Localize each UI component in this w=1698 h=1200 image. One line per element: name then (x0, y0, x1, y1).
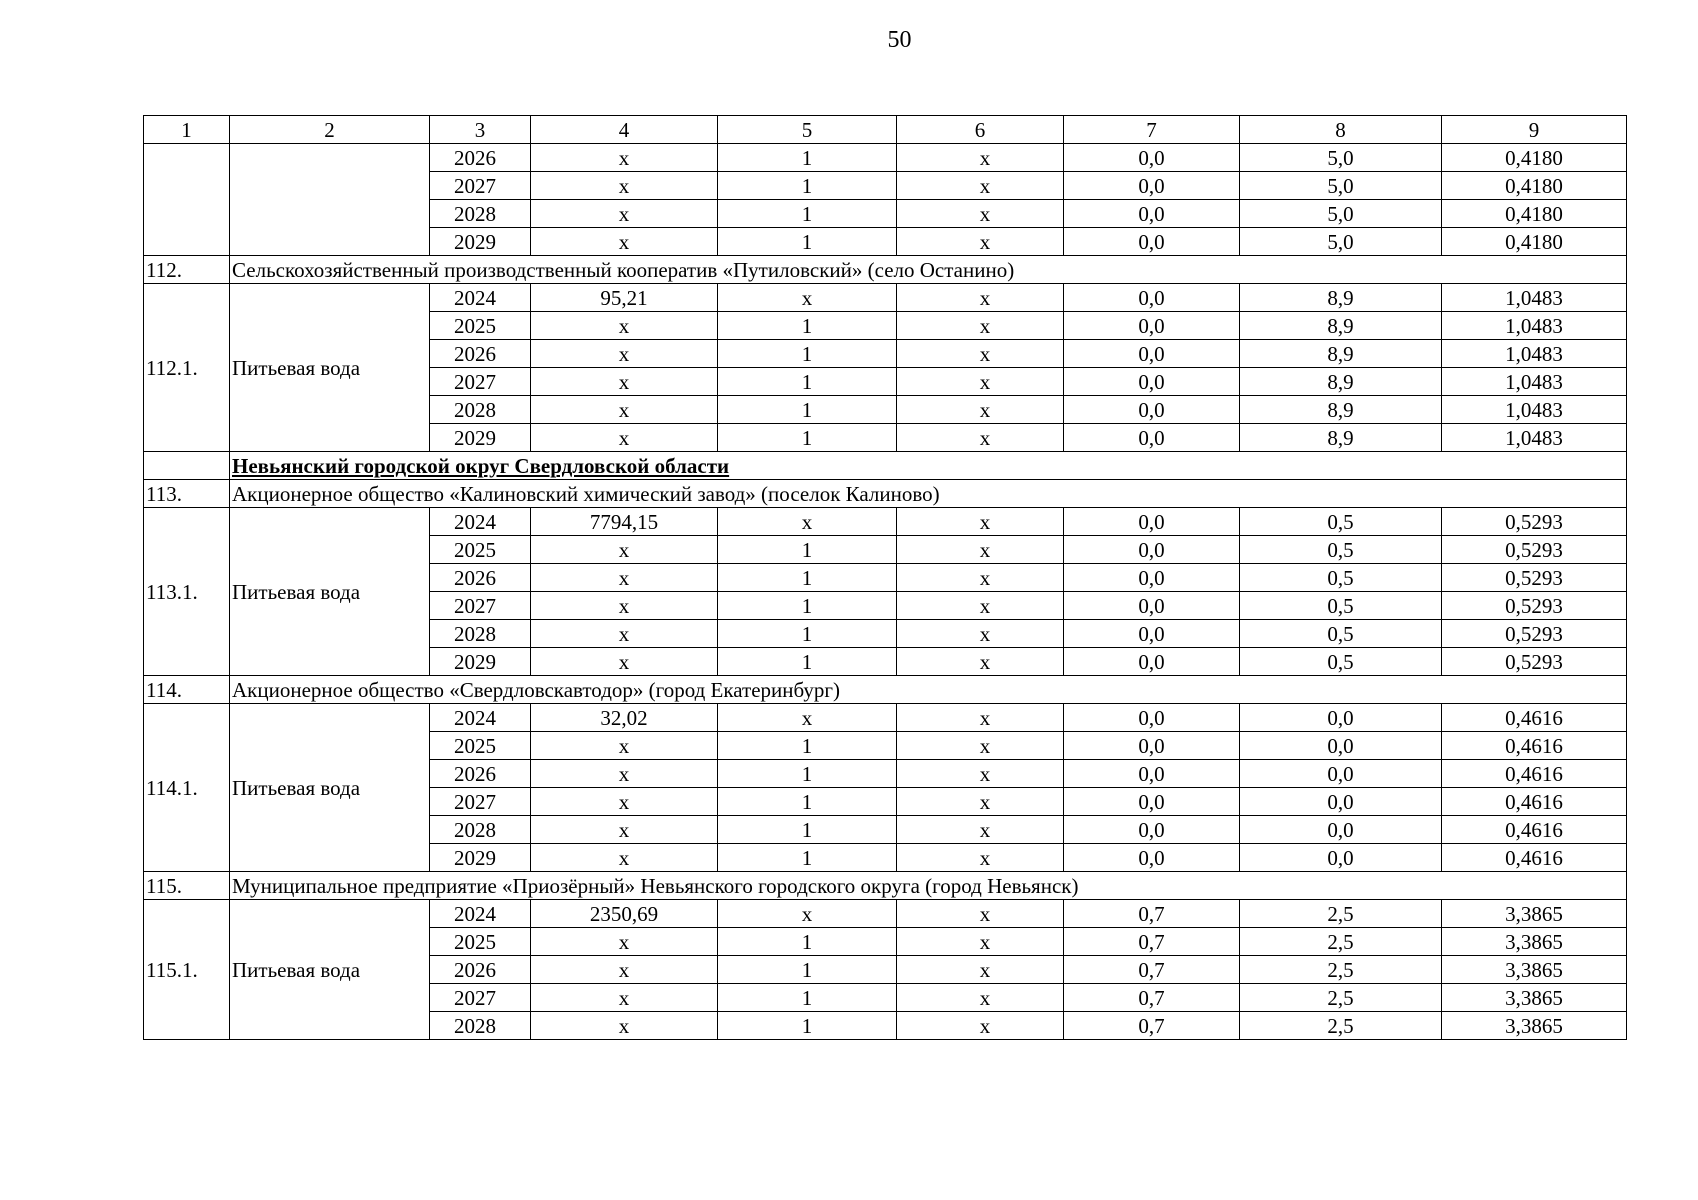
value-cell: 0,4180 (1442, 200, 1627, 228)
value-cell: х (531, 816, 718, 844)
value-cell: 1 (718, 984, 897, 1012)
value-cell: 1,0483 (1442, 396, 1627, 424)
value-cell: 0,5293 (1442, 508, 1627, 536)
value-cell: 2,5 (1240, 956, 1442, 984)
item-number: 112.1. (144, 284, 230, 452)
value-cell: х (897, 648, 1064, 676)
value-cell: 2350,69 (531, 900, 718, 928)
value-cell: 0,4616 (1442, 844, 1627, 872)
value-cell: 3,3865 (1442, 928, 1627, 956)
row-number: 112. (144, 256, 230, 284)
value-cell: 2,5 (1240, 928, 1442, 956)
organization-name: Муниципальное предприятие «Приозёрный» Невьянского городского округа (город Невьянск) (230, 872, 1627, 900)
header-cell: 1 (144, 116, 230, 144)
value-cell: 8,9 (1240, 340, 1442, 368)
value-cell: х (531, 1012, 718, 1040)
value-cell: х (718, 704, 897, 732)
value-cell: 1,0483 (1442, 340, 1627, 368)
value-cell: 32,02 (531, 704, 718, 732)
value-cell: 0,0 (1064, 592, 1240, 620)
row-number: 115. (144, 872, 230, 900)
item-number: 113.1. (144, 508, 230, 676)
value-cell: 0,0 (1240, 760, 1442, 788)
year-cell: 2024 (430, 284, 531, 312)
item-number: 115.1. (144, 900, 230, 1040)
value-cell: 5,0 (1240, 228, 1442, 256)
year-cell: 2027 (430, 368, 531, 396)
item-name: Питьевая вода (230, 900, 430, 1040)
year-cell: 2028 (430, 620, 531, 648)
value-cell: 0,0 (1064, 620, 1240, 648)
value-cell: х (531, 144, 718, 172)
value-cell: 0,4180 (1442, 172, 1627, 200)
value-cell: х (897, 620, 1064, 648)
value-cell: 8,9 (1240, 312, 1442, 340)
value-cell: х (531, 340, 718, 368)
value-cell: 0,0 (1240, 788, 1442, 816)
item-number: 114.1. (144, 704, 230, 872)
value-cell: х (531, 844, 718, 872)
value-cell: 0,0 (1064, 788, 1240, 816)
data-row (144, 704, 1627, 732)
year-cell: 2025 (430, 312, 531, 340)
header-row (144, 116, 1627, 144)
value-cell: х (897, 172, 1064, 200)
value-cell: 7794,15 (531, 508, 718, 536)
value-cell: 0,5 (1240, 620, 1442, 648)
value-cell: 0,7 (1064, 956, 1240, 984)
region-row (144, 452, 1627, 480)
value-cell: 0,0 (1064, 704, 1240, 732)
item-name: Питьевая вода (230, 508, 430, 676)
value-cell: 5,0 (1240, 172, 1442, 200)
value-cell: х (531, 172, 718, 200)
header-cell: 3 (430, 116, 531, 144)
value-cell: 0,5293 (1442, 648, 1627, 676)
row-number: 113. (144, 480, 230, 508)
value-cell: 0,4616 (1442, 760, 1627, 788)
value-cell: 0,5293 (1442, 564, 1627, 592)
value-cell: х (897, 760, 1064, 788)
value-cell: х (531, 200, 718, 228)
organization-name: Сельскохозяйственный производственный кооператив «Путиловский» (село Останино) (230, 256, 1627, 284)
organization-name: Акционерное общество «Калиновский химический завод» (поселок Калиново) (230, 480, 1627, 508)
value-cell: 1 (718, 760, 897, 788)
value-cell: 3,3865 (1442, 956, 1627, 984)
value-cell: х (897, 844, 1064, 872)
value-cell: х (718, 900, 897, 928)
region-title: Невьянский городской округ Свердловской области (232, 453, 730, 478)
value-cell: 1,0483 (1442, 368, 1627, 396)
value-cell: х (531, 424, 718, 452)
value-cell: х (531, 396, 718, 424)
header-cell: 6 (897, 116, 1064, 144)
year-cell: 2029 (430, 648, 531, 676)
value-cell: 0,7 (1064, 900, 1240, 928)
value-cell: х (531, 620, 718, 648)
year-cell: 2026 (430, 340, 531, 368)
value-cell: 3,3865 (1442, 1012, 1627, 1040)
value-cell: 0,4180 (1442, 228, 1627, 256)
value-cell: х (897, 900, 1064, 928)
value-cell: х (897, 200, 1064, 228)
value-cell: 0,0 (1064, 844, 1240, 872)
value-cell: 1 (718, 732, 897, 760)
value-cell: х (531, 928, 718, 956)
value-cell: 8,9 (1240, 396, 1442, 424)
year-cell: 2026 (430, 760, 531, 788)
organization-row (144, 480, 1627, 508)
year-cell: 2026 (430, 956, 531, 984)
value-cell: х (897, 340, 1064, 368)
page-number: 50 (887, 27, 912, 53)
value-cell: 8,9 (1240, 284, 1442, 312)
value-cell: 0,0 (1240, 816, 1442, 844)
value-cell: 0,0 (1064, 396, 1240, 424)
value-cell: 0,7 (1064, 984, 1240, 1012)
value-cell: 1 (718, 564, 897, 592)
value-cell: х (897, 508, 1064, 536)
year-cell: 2026 (430, 564, 531, 592)
value-cell: 0,5293 (1442, 536, 1627, 564)
item-name (230, 144, 430, 256)
organization-row (144, 256, 1627, 284)
value-cell: х (897, 424, 1064, 452)
value-cell: 0,0 (1064, 228, 1240, 256)
value-cell: х (531, 648, 718, 676)
year-cell: 2027 (430, 172, 531, 200)
value-cell: 1 (718, 592, 897, 620)
year-cell: 2024 (430, 900, 531, 928)
value-cell: 0,0 (1240, 844, 1442, 872)
value-cell: 8,9 (1240, 368, 1442, 396)
value-cell: х (897, 368, 1064, 396)
year-cell: 2025 (430, 536, 531, 564)
value-cell: 0,0 (1064, 564, 1240, 592)
year-cell: 2026 (430, 144, 531, 172)
value-cell: х (897, 312, 1064, 340)
value-cell: 1 (718, 424, 897, 452)
value-cell: 0,0 (1064, 760, 1240, 788)
value-cell: 2,5 (1240, 900, 1442, 928)
value-cell: х (531, 956, 718, 984)
value-cell: х (897, 788, 1064, 816)
year-cell: 2027 (430, 984, 531, 1012)
year-cell: 2027 (430, 788, 531, 816)
value-cell: 0,0 (1064, 368, 1240, 396)
value-cell: х (897, 228, 1064, 256)
value-cell: 0,4616 (1442, 816, 1627, 844)
row-number: 114. (144, 676, 230, 704)
value-cell: 0,0 (1064, 648, 1240, 676)
value-cell: 3,3865 (1442, 900, 1627, 928)
value-cell: 1 (718, 956, 897, 984)
data-row (144, 144, 1627, 172)
year-cell: 2028 (430, 1012, 531, 1040)
value-cell: 0,0 (1064, 732, 1240, 760)
year-cell: 2024 (430, 704, 531, 732)
value-cell: 0,0 (1064, 144, 1240, 172)
value-cell: 0,5 (1240, 648, 1442, 676)
value-cell: 95,21 (531, 284, 718, 312)
value-cell: 8,9 (1240, 424, 1442, 452)
header-cell: 9 (1442, 116, 1627, 144)
value-cell: 0,7 (1064, 1012, 1240, 1040)
table-body (144, 116, 1627, 1040)
region-name-cell (230, 452, 1627, 480)
value-cell: 1 (718, 928, 897, 956)
value-cell: 0,0 (1064, 200, 1240, 228)
data-row (144, 900, 1627, 928)
value-cell: х (897, 396, 1064, 424)
organization-name: Акционерное общество «Свердловскавтодор» (город Екатеринбург) (230, 676, 1627, 704)
item-name: Питьевая вода (230, 284, 430, 452)
value-cell: 1 (718, 844, 897, 872)
value-cell: 0,4616 (1442, 704, 1627, 732)
header-cell: 5 (718, 116, 897, 144)
value-cell: 0,0 (1064, 508, 1240, 536)
year-cell: 2028 (430, 816, 531, 844)
value-cell: 1,0483 (1442, 424, 1627, 452)
value-cell: 1 (718, 340, 897, 368)
value-cell: х (531, 732, 718, 760)
value-cell: 0,0 (1064, 284, 1240, 312)
value-cell: х (897, 956, 1064, 984)
row-number (144, 452, 230, 480)
value-cell: х (897, 928, 1064, 956)
value-cell: 0,0 (1240, 732, 1442, 760)
value-cell: х (531, 564, 718, 592)
year-cell: 2025 (430, 928, 531, 956)
year-cell: 2029 (430, 844, 531, 872)
year-cell: 2024 (430, 508, 531, 536)
value-cell: 1 (718, 228, 897, 256)
header-cell: 8 (1240, 116, 1442, 144)
value-cell: 0,0 (1064, 312, 1240, 340)
value-cell: 1 (718, 1012, 897, 1040)
value-cell: 5,0 (1240, 144, 1442, 172)
value-cell: х (897, 144, 1064, 172)
value-cell: 0,5 (1240, 536, 1442, 564)
value-cell: 1 (718, 648, 897, 676)
tariff-table (143, 115, 1627, 1040)
value-cell: 0,4180 (1442, 144, 1627, 172)
header-cell: 4 (531, 116, 718, 144)
value-cell: 1 (718, 368, 897, 396)
value-cell: х (897, 704, 1064, 732)
value-cell: х (897, 816, 1064, 844)
value-cell: х (531, 984, 718, 1012)
value-cell: 2,5 (1240, 984, 1442, 1012)
value-cell: х (531, 312, 718, 340)
year-cell: 2028 (430, 396, 531, 424)
item-name: Питьевая вода (230, 704, 430, 872)
value-cell: х (718, 284, 897, 312)
year-cell: 2027 (430, 592, 531, 620)
value-cell: 5,0 (1240, 200, 1442, 228)
value-cell: 1 (718, 396, 897, 424)
data-row (144, 284, 1627, 312)
value-cell: 0,5 (1240, 508, 1442, 536)
header-cell: 7 (1064, 116, 1240, 144)
value-cell: 1 (718, 172, 897, 200)
value-cell: 1 (718, 788, 897, 816)
value-cell: х (718, 508, 897, 536)
value-cell: х (897, 984, 1064, 1012)
value-cell: х (897, 1012, 1064, 1040)
data-row (144, 508, 1627, 536)
organization-row (144, 676, 1627, 704)
header-cell: 2 (230, 116, 430, 144)
value-cell: 0,0 (1064, 424, 1240, 452)
year-cell: 2029 (430, 424, 531, 452)
value-cell: 1 (718, 200, 897, 228)
value-cell: х (897, 732, 1064, 760)
value-cell: 0,0 (1064, 536, 1240, 564)
value-cell: 0,5293 (1442, 592, 1627, 620)
value-cell: 1 (718, 144, 897, 172)
value-cell: 0,5293 (1442, 620, 1627, 648)
value-cell: 1,0483 (1442, 312, 1627, 340)
value-cell: х (897, 284, 1064, 312)
value-cell: 1 (718, 816, 897, 844)
value-cell: х (531, 760, 718, 788)
year-cell: 2028 (430, 200, 531, 228)
year-cell: 2029 (430, 228, 531, 256)
value-cell: 0,0 (1064, 172, 1240, 200)
organization-row (144, 872, 1627, 900)
value-cell: 1 (718, 620, 897, 648)
value-cell: х (531, 536, 718, 564)
value-cell: 0,4616 (1442, 788, 1627, 816)
value-cell: х (897, 564, 1064, 592)
year-cell: 2025 (430, 732, 531, 760)
value-cell: 0,5 (1240, 592, 1442, 620)
value-cell: 3,3865 (1442, 984, 1627, 1012)
value-cell: 0,4616 (1442, 732, 1627, 760)
value-cell: х (531, 368, 718, 396)
value-cell: 0,0 (1064, 340, 1240, 368)
value-cell: х (531, 228, 718, 256)
value-cell: х (897, 592, 1064, 620)
value-cell: 1,0483 (1442, 284, 1627, 312)
value-cell: х (531, 592, 718, 620)
value-cell: 0,5 (1240, 564, 1442, 592)
value-cell: х (531, 788, 718, 816)
value-cell: 2,5 (1240, 1012, 1442, 1040)
item-number (144, 144, 230, 256)
value-cell: 1 (718, 312, 897, 340)
value-cell: 0,0 (1240, 704, 1442, 732)
value-cell: 0,7 (1064, 928, 1240, 956)
value-cell: 0,0 (1064, 816, 1240, 844)
value-cell: 1 (718, 536, 897, 564)
value-cell: х (897, 536, 1064, 564)
